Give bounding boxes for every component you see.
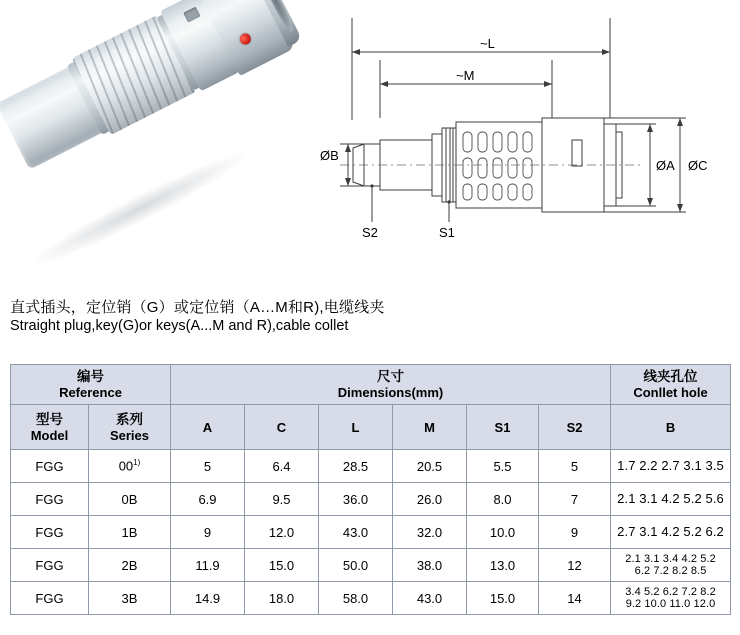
cell-l: 36.0 [319,483,393,516]
table-row [11,516,731,549]
spec-table-body [11,450,731,615]
spec-table-wrapper [10,364,730,615]
cell-b-line: 9.2 10.0 11.0 12.0 [625,598,716,610]
cell-s2: 12 [539,549,611,582]
cell-b-line: 3.4 5.2 6.2 7.2 8.2 [625,586,716,598]
column-header-s1: S1 [467,405,539,450]
cell-b [611,549,731,582]
label-s1: S1 [439,225,455,240]
cell-s2: 14 [539,582,611,615]
cell-m: 26.0 [393,483,467,516]
cell-a: 11.9 [171,549,245,582]
cell-b: 2.7 3.1 4.2 5.2 6.2 [611,516,731,549]
column-header-c: C [245,405,319,450]
figure-area [0,0,740,278]
cell-a: 14.9 [171,582,245,615]
cell-series: 0B [89,483,171,516]
label-dia-a: ØA [656,158,675,173]
label-dia-c: ØC [688,158,708,173]
label-mid-length: ~M [456,68,475,83]
figure-caption [10,298,730,336]
caption-english: Straight plug,key(G)or keys(A...M and R),cable collet [10,318,349,334]
cell-m: 43.0 [393,582,467,615]
cell-b-line: 6.2 7.2 8.2 8.5 [634,565,707,577]
cell-s1: 13.0 [467,549,539,582]
cell-model: FGG [11,516,89,549]
cell-a: 5 [171,450,245,483]
cell-b-line: 2.1 3.1 3.4 4.2 5.2 [625,553,716,565]
cell-c: 9.5 [245,483,319,516]
column-header-model: 型号 Model [11,405,89,450]
cell-c: 12.0 [245,516,319,549]
cell-l: 58.0 [319,582,393,615]
label-s2: S2 [362,225,378,240]
spec-table [10,364,731,615]
cell-s1: 15.0 [467,582,539,615]
cell-s1: 5.5 [467,450,539,483]
table-row [11,582,731,615]
cell-m: 20.5 [393,450,467,483]
cell-l: 50.0 [319,549,393,582]
table-row [11,483,731,516]
caption-chinese: 直式插头，定位销（G）或定位销（A…M和R),电缆线夹 [10,299,385,316]
label-overall-length: ~L [480,36,495,51]
table-row [11,549,731,582]
cell-l: 28.5 [319,450,393,483]
label-dia-b: ØB [320,148,339,163]
cell-c: 15.0 [245,549,319,582]
group-header-collet-hole: 线夹孔位 Conllet hole [611,365,731,405]
cell-m: 32.0 [393,516,467,549]
column-header-a: A [171,405,245,450]
cell-s1: 10.0 [467,516,539,549]
cell-b [611,582,731,615]
cell-s2: 7 [539,483,611,516]
cell-a: 9 [171,516,245,549]
product-photo [8,6,318,268]
cell-c: 6.4 [245,450,319,483]
cell-s2: 9 [539,516,611,549]
table-row [11,450,731,483]
column-header-b: B [611,405,731,450]
cell-model: FGG [11,483,89,516]
cell-series: 1B [89,516,171,549]
column-header-m: M [393,405,467,450]
cell-c: 18.0 [245,582,319,615]
table-group-header-row [11,365,731,405]
group-header-reference: 编号 Reference [11,365,171,405]
cell-series: 3B [89,582,171,615]
cell-m: 38.0 [393,549,467,582]
cell-b: 2.1 3.1 4.2 5.2 5.6 [611,483,731,516]
cell-model: FGG [11,582,89,615]
series-footnote: 1) [133,458,141,468]
group-header-dimensions: 尺寸 Dimensions(mm) [171,365,611,405]
cell-s2: 5 [539,450,611,483]
cell-s1: 8.0 [467,483,539,516]
cell-a: 6.9 [171,483,245,516]
cell-l: 43.0 [319,516,393,549]
cell-b: 1.7 2.2 2.7 3.1 3.5 [611,450,731,483]
cell-model: FGG [11,450,89,483]
connector-illustration [0,0,308,191]
series-value: 00 [118,458,134,474]
column-header-series: 系列 Series [89,405,171,450]
cell-series [89,450,171,483]
cell-model: FGG [11,549,89,582]
cell-series: 2B [89,549,171,582]
column-header-l: L [319,405,393,450]
table-column-header-row [11,405,731,450]
column-header-s2: S2 [539,405,611,450]
technical-drawing [320,0,740,278]
